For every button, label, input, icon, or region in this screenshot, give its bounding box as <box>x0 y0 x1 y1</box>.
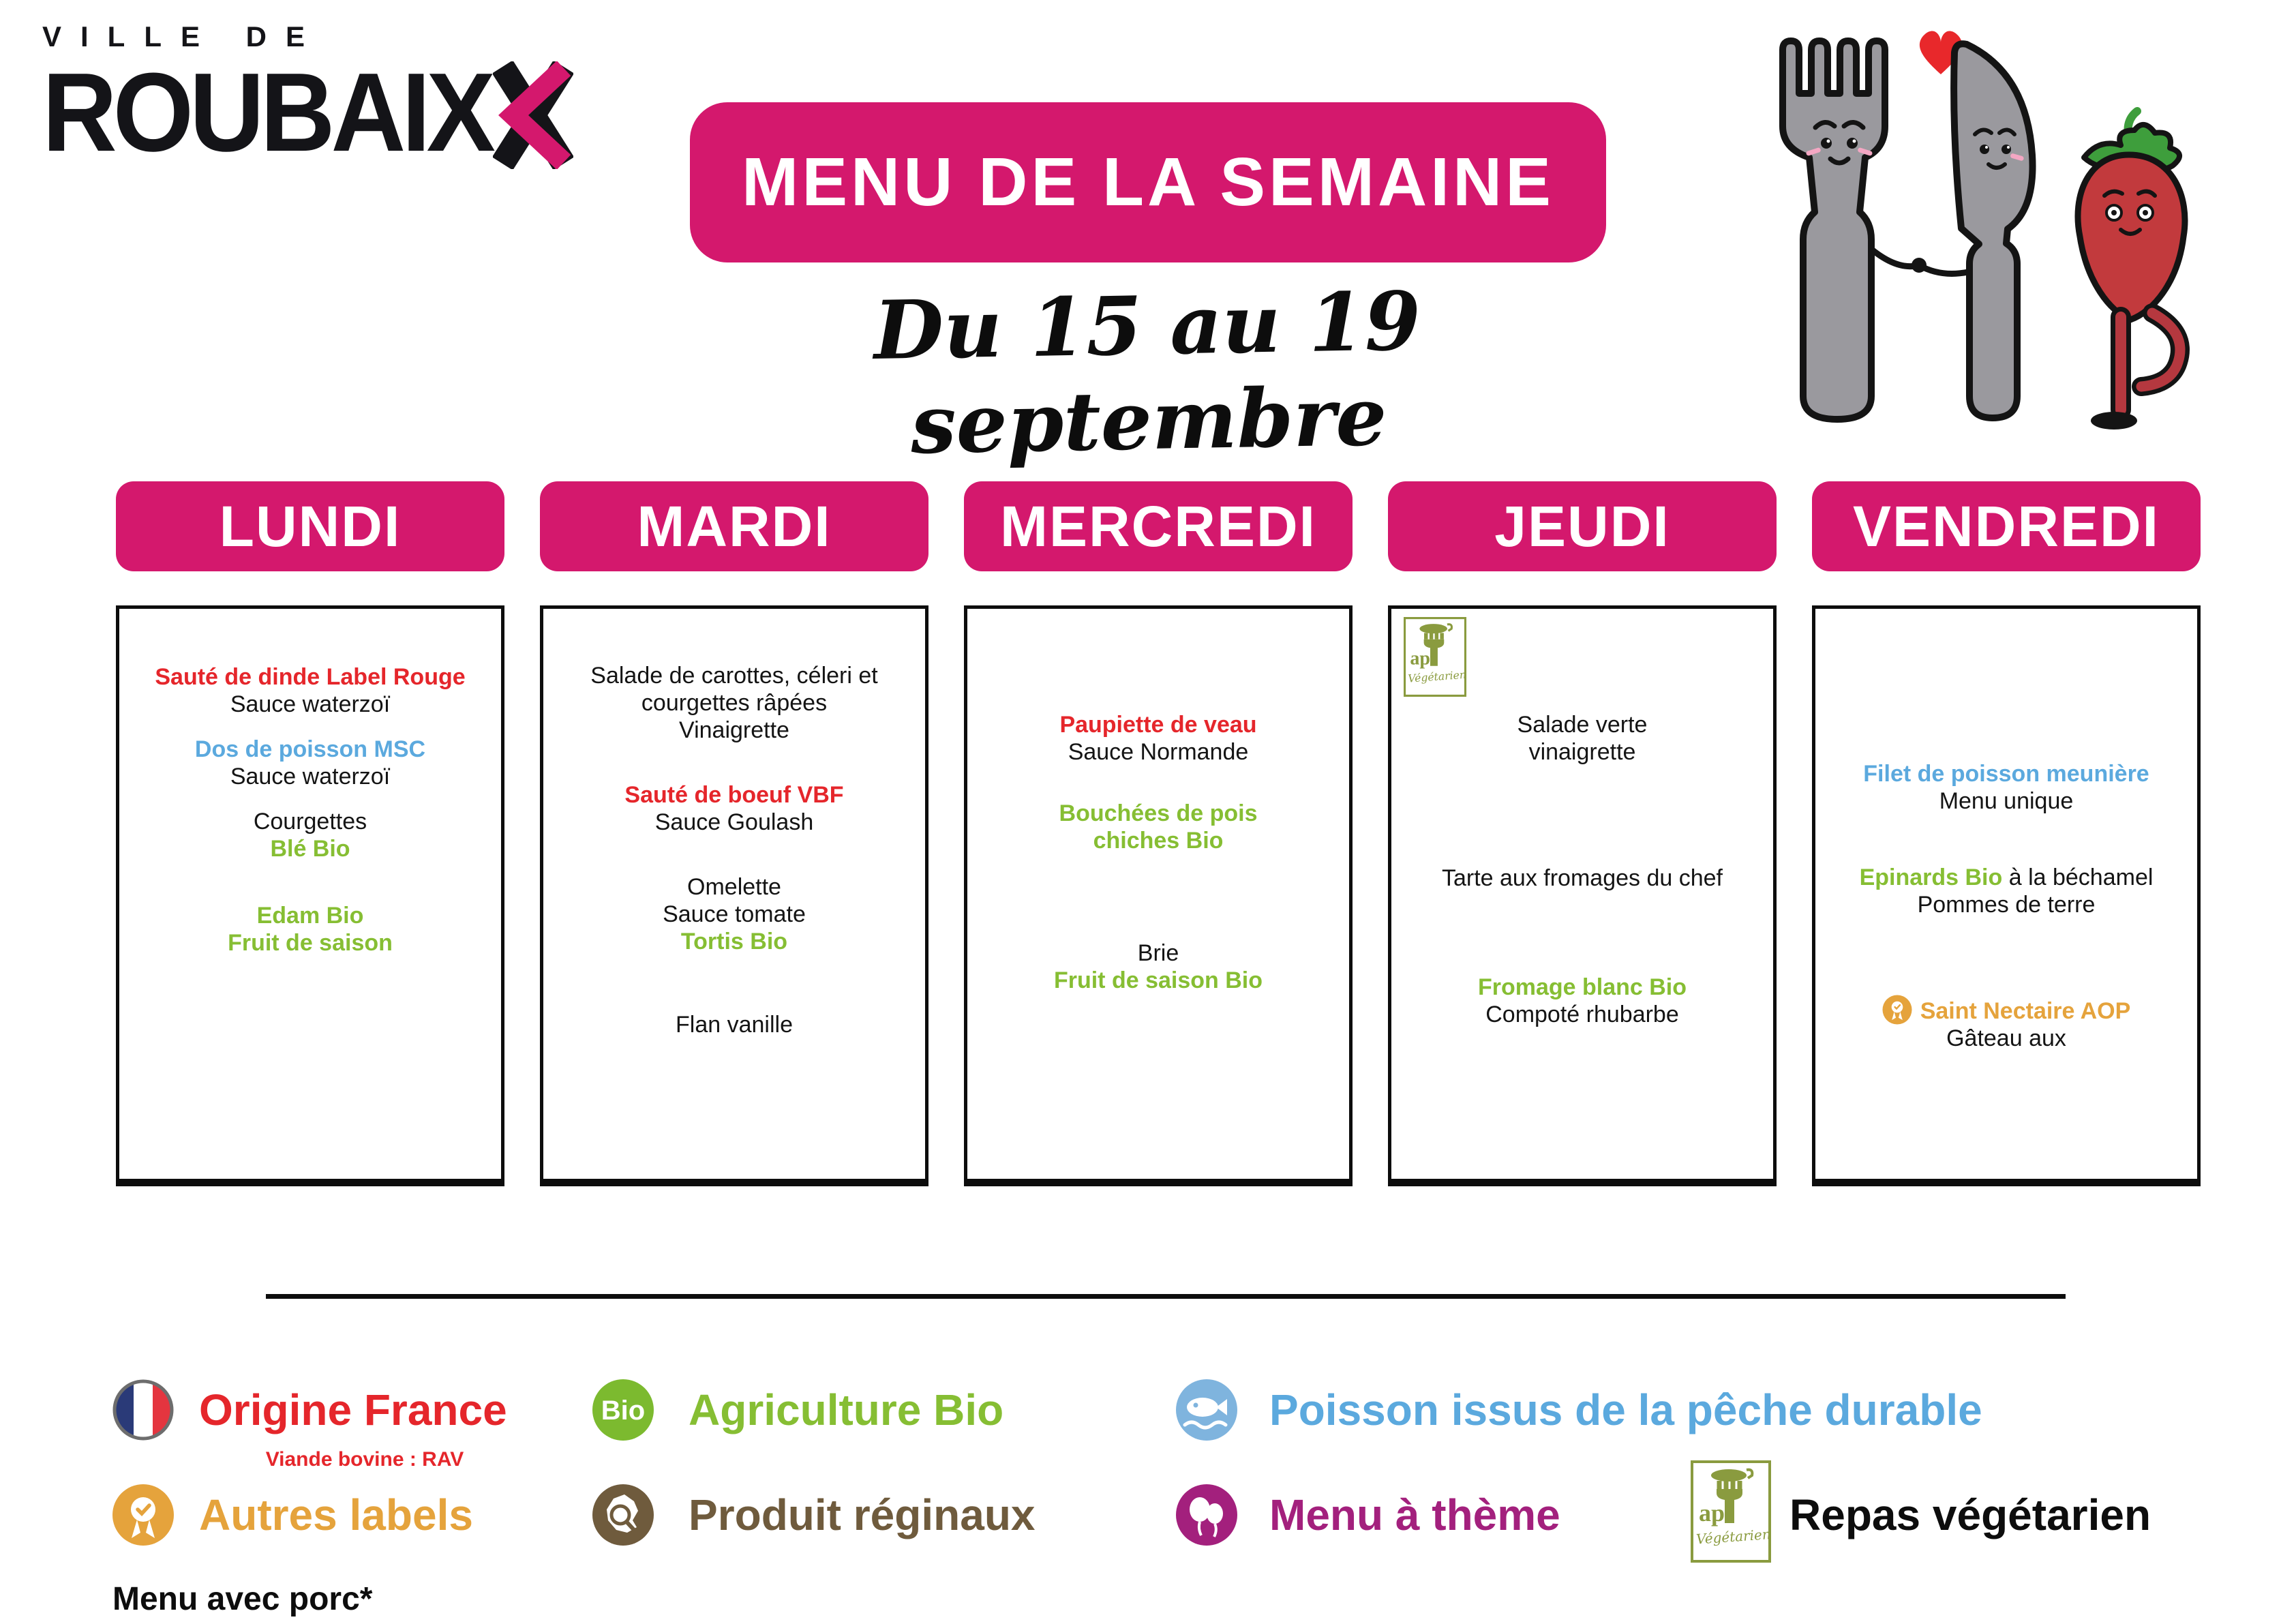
api-vegetarien-logo <box>1404 617 1466 697</box>
medal-icon <box>1882 995 1912 1025</box>
menu-item: Paupiette de veau <box>1059 712 1257 738</box>
menu-item: Saint Nectaire AOP <box>1830 995 2182 1025</box>
menu-item: Dos de poisson MSC <box>194 736 426 762</box>
menu-item: vinaigrette <box>1528 739 1636 765</box>
menu-item: Courgettes <box>253 809 367 834</box>
menu-item: Gâteau aux <box>1946 1025 2066 1051</box>
day-header-vendredi <box>1812 481 2201 571</box>
balloons-icon <box>1175 1484 1238 1546</box>
menu-item: Filet de poisson meunière <box>1863 761 2149 787</box>
city-logo <box>42 20 573 175</box>
menu-item: Sauce waterzoï <box>230 764 391 790</box>
menu-item: Menu unique <box>1939 788 2074 814</box>
day-header-mercredi <box>964 481 1353 571</box>
api-logo-word: api <box>1410 647 1436 669</box>
menu-item: Blé Bio <box>270 836 350 862</box>
day-column-mercredi <box>964 481 1353 1186</box>
menu-item: Pommes de terre <box>1917 892 2096 918</box>
menu-item: Flan vanille <box>676 1012 793 1038</box>
menu-item-highlight: Epinards Bio <box>1859 864 2003 890</box>
bio-icon <box>592 1379 654 1441</box>
legend-peche-durable: Poisson issus de la pêche durable <box>1269 1385 1982 1434</box>
svg-text:Bio: Bio <box>601 1396 646 1426</box>
menu-item: Sauté de boeuf VBF <box>624 782 844 808</box>
api-vegetarien-logo <box>1691 1460 1771 1563</box>
date-range: Du 15 au 19 septembre <box>873 273 1421 472</box>
city-logo-prefix: VILLE DE <box>42 20 324 52</box>
day-box-jeudi <box>1388 605 1777 1186</box>
logo-x-accent-icon <box>493 61 573 169</box>
day-header-jeudi <box>1388 481 1777 571</box>
day-column-vendredi <box>1812 481 2201 1186</box>
menu-item: Sauce Goulash <box>654 809 814 835</box>
fish-icon <box>1175 1379 1238 1441</box>
menu-item: Epinards Bio à la béchamel <box>1859 864 2154 890</box>
menu-item: Omelette <box>687 874 781 900</box>
medal-icon <box>112 1484 175 1546</box>
menu-item: Compoté rhubarbe <box>1485 1002 1679 1027</box>
pork-footnote: Menu avec porc* <box>112 1581 373 1617</box>
legend-agriculture-bio: Agriculture Bio <box>689 1385 1004 1434</box>
menu-item: Sauté de dinde Label Rouge <box>155 664 466 690</box>
legend-autres-labels: Autres labels <box>199 1490 473 1539</box>
menu-item: Fromage blanc Bio <box>1477 974 1687 1000</box>
menu-item: Tortis Bio <box>680 929 788 954</box>
legend-origine-france: Origine France <box>199 1385 507 1434</box>
banner-title: MENU DE LA SEMAINE <box>742 144 1554 220</box>
week-menu-banner <box>690 102 1606 262</box>
legend-produits-regionaux: Produit réginaux <box>689 1490 1036 1539</box>
menu-item: Fruit de saison <box>228 930 393 956</box>
day-box-mardi <box>540 605 928 1186</box>
day-header-lundi <box>116 481 504 571</box>
day-box-lundi <box>116 605 504 1186</box>
legend-menu-theme: Menu à thème <box>1269 1490 1560 1539</box>
day-column-mardi <box>540 481 928 1186</box>
menu-item: Edam Bio <box>256 903 364 929</box>
day-column-lundi <box>116 481 504 1186</box>
cutlery-strawberry-illustration <box>1735 24 2199 440</box>
day-box-mercredi <box>964 605 1353 1186</box>
api-logo-script: Végétarien <box>1695 1526 1772 1548</box>
day-box-vendredi <box>1812 605 2201 1186</box>
menu-item: Sauce waterzoï <box>230 691 391 717</box>
menu-item: Fruit de saison Bio <box>1053 967 1263 993</box>
france-flag-icon <box>112 1379 175 1441</box>
menu-item: Salade verte <box>1517 712 1648 738</box>
day-column-jeudi <box>1388 481 1777 1186</box>
france-map-magnifier-icon <box>592 1484 654 1546</box>
menu-item: Sauce tomate <box>663 901 806 927</box>
api-logo-word: api <box>1699 1499 1732 1527</box>
day-label: MERCREDI <box>999 494 1316 558</box>
menu-item: Salade de carottes, céleri et courgettes râpées <box>590 663 878 716</box>
api-logo-script: Végétarien <box>1407 667 1467 685</box>
day-header-mardi <box>540 481 928 571</box>
day-label: LUNDI <box>219 494 402 558</box>
legend-origine-france-note: Viande bovine : RAV <box>265 1448 464 1471</box>
city-logo-name: ROUBAIX <box>42 50 492 175</box>
menu-item: Tarte aux fromages du chef <box>1441 865 1723 891</box>
day-label: MARDI <box>637 494 832 558</box>
day-label: VENDREDI <box>1852 494 2160 558</box>
menu-item: Sauce Normande <box>1068 739 1249 765</box>
menu-item: Brie <box>1137 940 1179 966</box>
menu-item: Vinaigrette <box>679 717 789 743</box>
legend-repas-vegetarien: Repas végétarien <box>1789 1490 2151 1539</box>
menu-item: Bouchées de pois chiches Bio <box>1059 800 1258 854</box>
legend-divider <box>266 1294 2066 1299</box>
day-label: JEUDI <box>1494 494 1670 558</box>
